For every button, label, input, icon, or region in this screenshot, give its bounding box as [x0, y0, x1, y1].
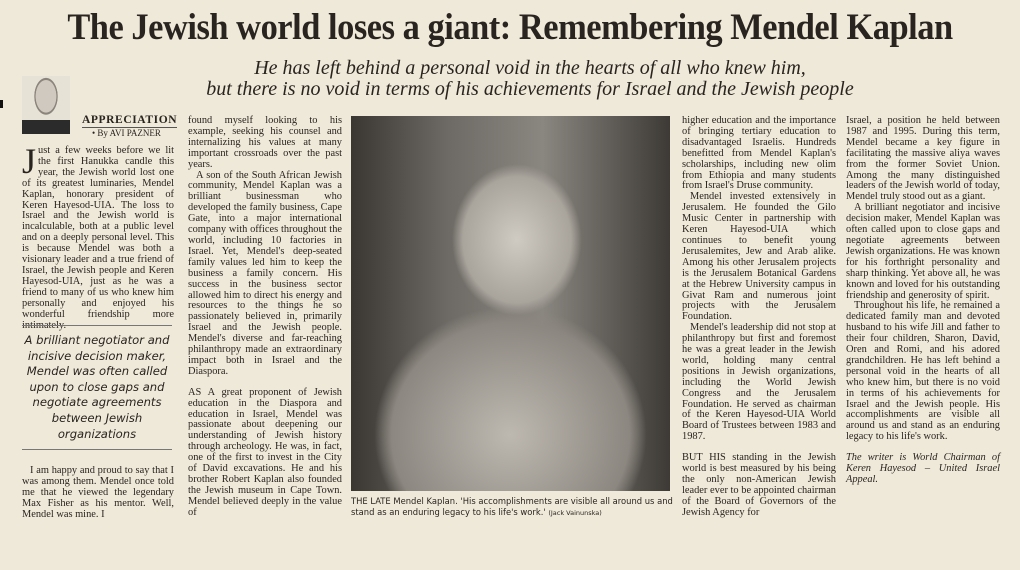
pull-quote: A brilliant negotiator and incisive decision maker, Mendel was often called upon to close gaps and negotiate agreements between Jewish organizations [22, 325, 172, 450]
subhead-line: He has left behind a personal void in the hearts of all who knew him, [254, 57, 806, 79]
photo-credit: (Jack Vainunska) [548, 509, 602, 517]
paragraph [22, 141, 174, 331]
column-4 [682, 116, 836, 519]
paragraph: A brilliant negotiator and incisive decision maker, Mendel Kaplan was often called upon to close gaps and negotiate agreements between Jewish organizations. He was known for his forthright personality and sharp thinking. Yet above all, he was known and loved for his outstanding friendship and generosity of spirit. [846, 202, 1000, 301]
subhead [120, 58, 940, 100]
paragraph: I am happy and proud to say that I was among them. Mendel once told me that he viewed the legendary Max Fisher as his mentor. Well, Mendel was mine. I [22, 465, 174, 520]
paragraph-text: ust a few weeks before we lit the first Hanukka candle this year, the Jewish world lost one of its greatest luminaries, Mendel Kaplan, honorary president of Keren Hayesod-UIA. The loss to Israel and the Jewish world is incalculable, both at a public level and on a deeply personal level. This is because Mendel was both a visionary leader and a true friend of Israel, the Jewish people and Keren Hayesod-UIA, just as he was a friend to many of us who knew him personally and enjoyed his wonderful friendship more intimately. [22, 145, 174, 331]
column-1 [22, 141, 174, 331]
drop-cap: J [22, 141, 37, 181]
paragraph: higher education and the importance of bringing tertiary education to disadvantaged Israelis. Hundreds benefitted from Mendel Kaplan's scholarships, including new olim from Ethiopia and many students from Israel's Druse community. [682, 115, 836, 192]
margin-mark [0, 100, 3, 108]
column-1-continued [22, 466, 174, 521]
paragraph: Mendel's leadership did not stop at philanthropy but first and foremost he was a great leader in the Jewish world, holding many central positions in Jewish organizations, including the World Jewish Congress and the Jerusalem Foundation. He served as chairman of the Keren Hayesod-UIA World Board of Trustees between 1983 and 1987. [682, 322, 836, 443]
section-kicker: APPRECIATION [82, 114, 178, 126]
author-note: The writer is World Chairman of Keren Hayesod – United Israel Appeal. [846, 452, 1000, 485]
column-2 [188, 116, 342, 519]
author-suit [22, 120, 70, 134]
headline: The Jewish world loses a giant: Remembering Mendel Kaplan [67, 7, 953, 48]
author-photo [22, 76, 70, 134]
paragraph: AS A great proponent of Jewish education in the Diaspora and education in Israel, Mendel was passionate about deepening our understanding of Jewish history through archeology. He was, in fact, one of the first to invest in the City of David excavations. He and his brother Robert Kaplan also founded the Jewish museum in Cape Town. Mendel believed deeply in the value of [188, 386, 342, 518]
column-5 [846, 116, 1000, 486]
paragraph: Israel, a position he held between 1987 and 1995. During this term, Mendel became a key figure in facilitating the massive aliya waves from the former Soviet Union. Among the many distinguished leaders of the Jewish world of today, Mendel truly stood out as a giant. [846, 115, 1000, 203]
paragraph: A son of the South African Jewish community, Mendel Kaplan was a brilliant businessman who developed the family business, Cape Gate, into a major international company with offices throughout the world, including 10 factories in Israel. Yet, Mendel's deep-seated family values led him to keep the business a family concern. His success in the business sector allowed him to direct his energy and resources to the things he so passionately believed in, primarily Israel and the Jewish people. Mendel's diverse and far-reaching philanthropy made an extraordinary impact both in Israel and the Diaspora. [188, 169, 342, 377]
paragraph: BUT HIS standing in the Jewish world is best measured by his being the only non-American Jewish leader ever to be appointed chairman of the Board of Governors of the Jewish Agency for [682, 452, 836, 518]
paragraph: Mendel invested extensively in Jerusalem. He founded the Gilo Music Center in partnership with Keren Hayesod-UIA which continues to benefit young Jerusalemites, Jew and Arab alike. Among his other Jerusalem projects is the Jerusalem Botanical Gardens at the Hebrew University campus in Givat Ram and numerous joint projects with the Jerusalem Foundation. [682, 191, 836, 323]
subhead-line: but there is no void in terms of his achievements for Israel and the Jewish people [206, 78, 854, 100]
portrait-photo [351, 116, 670, 491]
byline: • By AVI PAZNER [92, 128, 161, 138]
photo-caption [351, 496, 676, 519]
caption-text: THE LATE Mendel Kaplan. 'His accomplishments are visible all around us and stand as an enduring legacy to his life's work.' [351, 496, 673, 517]
paragraph: Throughout his life, he remained a dedicated family man and devoted husband to his wife Jill and father to their four children, Sharon, David, Oren and Romi, and his adored grandchildren. He has left behind a personal void in the hearts of all who knew him, but there is no void in terms of his achievements for Israel and the Jewish people. His accomplishments are visible all around us and stand as an enduring legacy to his life's work. [846, 300, 1000, 443]
paragraph: found myself looking to his example, seeking his counsel and internalizing his values at many important crossroads over the past years. [188, 115, 342, 170]
